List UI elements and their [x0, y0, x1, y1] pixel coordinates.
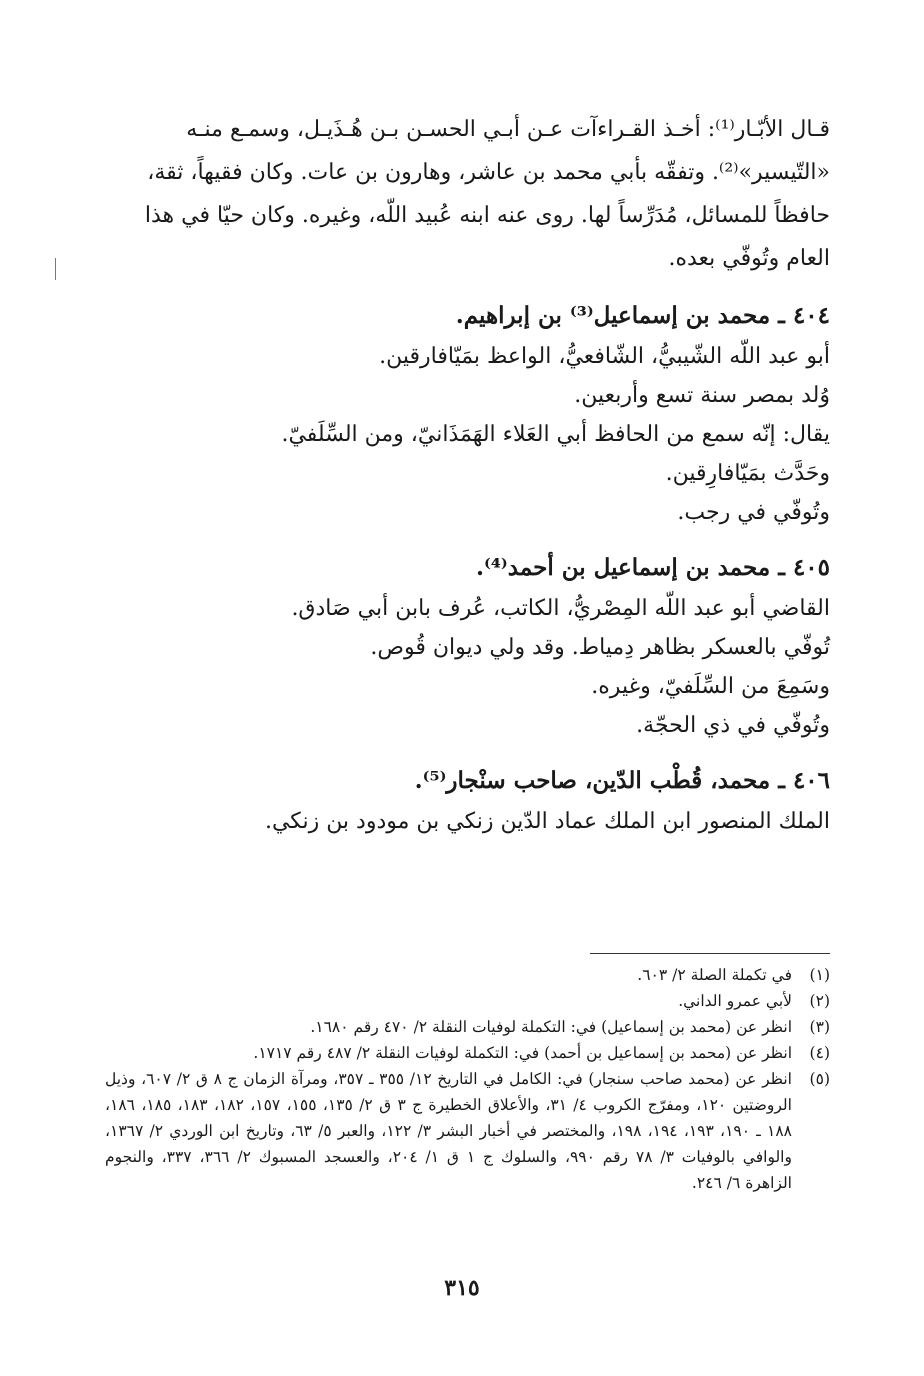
footnote-text: انظر عن (محمد بن إسماعيل) في: التكملة لوفيات النقلة ٢/ ٤٧٠ رقم ١٦٨٠.	[310, 1018, 792, 1036]
footnote-1	[105, 962, 830, 988]
footnote-3	[105, 1014, 830, 1040]
entry-line: يقال: إنّه سمع من الحافظ أبي العَلاء الهَمَذَانيّ، ومن السِّلَفيّ.	[281, 422, 830, 447]
intro-line: قـال الأبّـار⁽¹⁾: أخـذ القـراءآت عـن أبـي الحسـن بـن هُـذَيـل، وسمـع منـه	[186, 117, 830, 142]
page-number: ٣١٥	[444, 1275, 480, 1301]
entry-heading: ٤٠٥ ـ محمد بن إسماعيل بن أحمد⁽⁴⁾.	[475, 554, 830, 581]
footnote-2	[105, 988, 830, 1014]
footnote-divider	[590, 953, 830, 954]
entry-404	[105, 294, 830, 532]
intro-paragraph	[105, 108, 830, 280]
entry-heading: ٤٠٦ ـ محمد، قُطْب الدّين، صاحب سنْجار⁽⁵⁾.	[414, 767, 830, 794]
footnote-text: في تكملة الصلة ٢/ ٦٠٣.	[637, 966, 792, 984]
footnote-5	[105, 1066, 830, 1196]
footnote-number: (١)	[809, 966, 830, 984]
entry-line: تُوفّي بالعسكر بظاهر دِمياط. وقد ولي ديوان قُوص.	[370, 635, 830, 660]
entry-line: وتُوفّي في ذي الحجّة.	[636, 713, 830, 738]
intro-line: حافظاً للمسائل، مُدَرِّساً لها. روى عنه ابنه عُبيد اللّه، وغيره. وكان حيّا في هذا	[144, 203, 830, 228]
entry-405	[105, 546, 830, 745]
footnote-number: (٢)	[809, 992, 830, 1010]
entry-line: وسَمِعَ من السِّلَفيّ، وغيره.	[591, 674, 830, 699]
intro-line: العام وتُوفّي بعده.	[668, 246, 830, 271]
entry-line: وحَدَّث بمَيّافارِقين.	[665, 461, 830, 486]
entry-line: وُلد بمصر سنة تسع وأربعين.	[574, 383, 830, 408]
entry-line: وتُوفّي في رجب.	[677, 500, 830, 525]
margin-mark	[55, 258, 56, 280]
entry-line: أبو عبد اللّه الشّيبيُّ، الشّافعيُّ، الواعظ بمَيّافارقين.	[379, 344, 830, 369]
footnote-4	[105, 1040, 830, 1066]
footnote-text: انظر عن (محمد بن إسماعيل بن أحمد) في: التكملة لوفيات النقلة ٢/ ٤٨٧ رقم ١٧١٧.	[253, 1044, 792, 1062]
footnote-text: انظر عن (محمد صاحب سنجار) في: الكامل في التاريخ ١٢/ ٣٥٥ ـ ٣٥٧، ومرآة الزمان ج ٨ ق ٢/ ٦٠٧، وذيل الروضتين ١٢٠، ومفرّج الكروب ٤/ ٣١، والأعلاق الخطيرة ج ٣ ق ٢/ ١٣٥، ١٥٥، ١٥٧، ١٨٢، ١٨٣، ١٨٥، ١٨٦، ١٨٨ ـ ١٩٠، ١٩٣، ١٩٤، ١٩٨، والمختصر في أخبار البشر ٣/ ١٢٢، والعبر ٥/ ٦٣، وتاريخ ابن الوردي ٢/ ١٣٦٧، والوافي بالوفيات ٣/ ٧٨ رقم ٩٩٠، والسلوك ج ١ ق ١/ ٢٠٤، والعسجد المسبوك ٢/ ٣٦٦، ٣٣٧، والنجوم الزاهرة ٦/ ٢٤٦.	[105, 1070, 792, 1192]
intro-line: «التّيسير»⁽²⁾. وتفقّه بأبي محمد بن عاشر، وهارون بن عات. وكان فقيهاً، ثقة،	[147, 160, 830, 185]
footnote-text: لأبي عمرو الداني.	[678, 992, 792, 1010]
entry-line: القاضي أبو عبد اللّه المِصْريُّ، الكاتب، عُرف بابن أبي صَادق.	[291, 596, 830, 621]
footnote-number: (٥)	[809, 1070, 830, 1088]
footnotes	[105, 962, 830, 1196]
entry-heading: ٤٠٤ ـ محمد بن إسماعيل⁽³⁾ بن إبراهيم.	[455, 302, 830, 329]
entry-line: الملك المنصور ابن الملك عماد الدّين زنكي بن مودود بن زنكي.	[264, 809, 830, 834]
entry-406	[105, 759, 830, 841]
footnote-number: (٣)	[809, 1018, 830, 1036]
main-text	[105, 108, 830, 841]
footnote-number: (٤)	[809, 1044, 830, 1062]
